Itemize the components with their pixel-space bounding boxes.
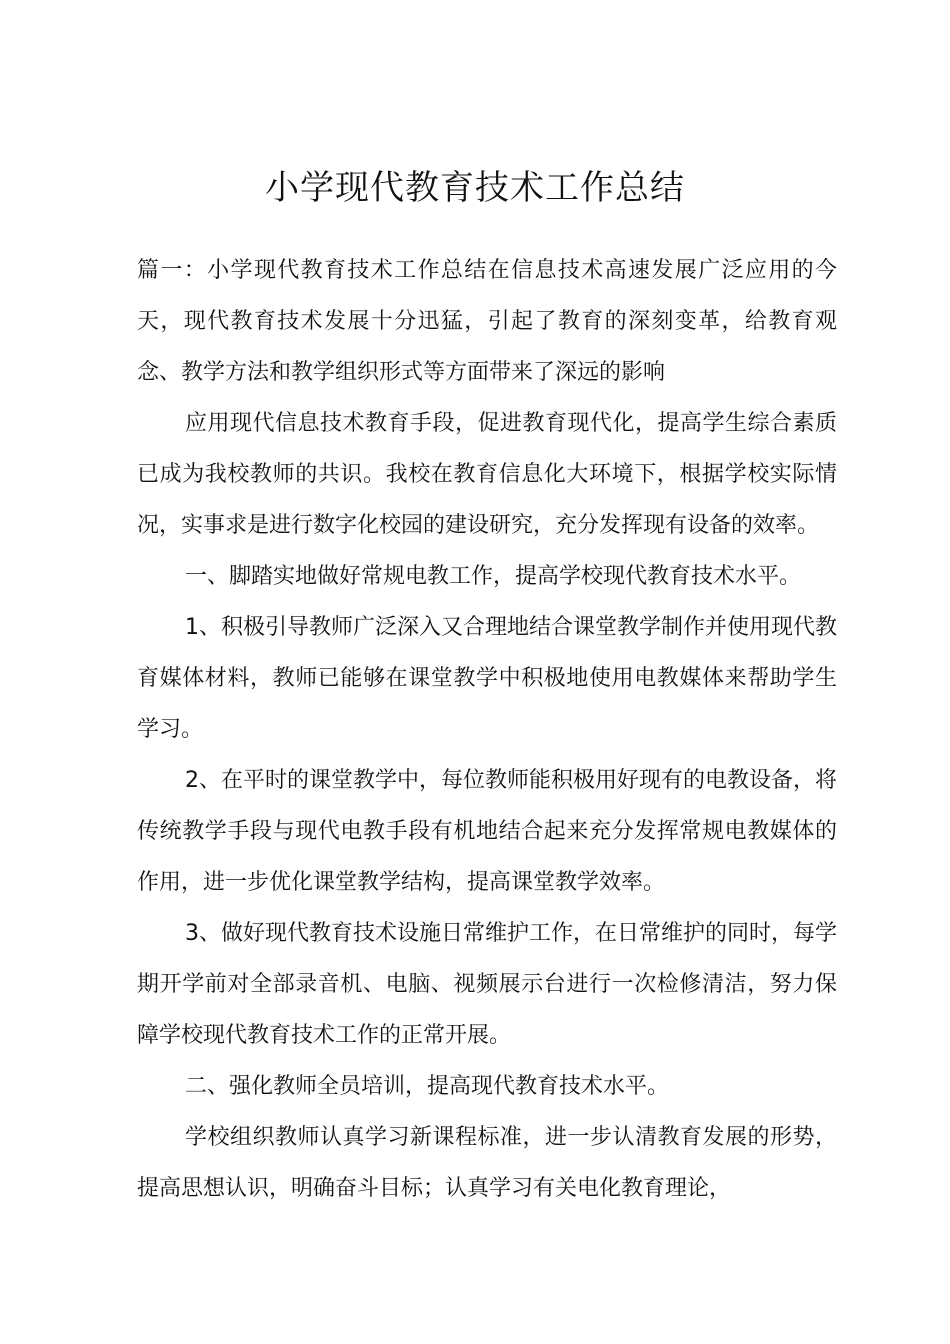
document-title: 小学现代教育技术工作总结: [265, 168, 685, 208]
paragraph-item-3: 3、做好现代教育技术设施日常维护工作，在日常维护的同时，每学期开学前对全部录音机、电脑、视频展示台进行一次检修清洁，努力保障学校现代教育技术工作的正常开展。: [137, 921, 837, 1048]
paragraph-item-2: 2、在平时的课堂教学中，每位教师能积极用好现有的电教设备，将传统教学手段与现代电教手段有机地结合起来充分发挥常规电教媒体的作用，进一步优化课堂教学结构，提高课堂教学效率。: [137, 768, 837, 895]
document-body: [137, 245, 837, 1214]
paragraph-training: 学校组织教师认真学习新课程标准，进一步认清教育发展的形势，提高思想认识，明确奋斗目标；认真学习有关电化教育理论，: [137, 1125, 837, 1201]
paragraph-intro: 篇一：小学现代教育技术工作总结在信息技术高速发展广泛应用的今天，现代教育技术发展十分迅猛，引起了教育的深刻变革，给教育观念、教学方法和教学组织形式等方面带来了深远的影响: [137, 258, 837, 385]
paragraph-consensus: 应用现代信息技术教育手段，促进教育现代化，提高学生综合素质已成为我校教师的共识。我校在教育信息化大环境下，根据学校实际情况，实事求是进行数字化校园的建设研究，充分发挥现有设备的效率。: [137, 411, 837, 538]
paragraph-item-1: 1、积极引导教师广泛深入又合理地结合课堂教学制作并使用现代教育媒体材料，教师已能够在课堂教学中积极地使用电教媒体来帮助学生学习。: [137, 615, 837, 742]
section-heading-2: 二、强化教师全员培训，提高现代教育技术水平。: [185, 1074, 670, 1099]
section-heading-1: 一、脚踏实地做好常规电教工作，提高学校现代教育技术水平。: [185, 564, 802, 589]
